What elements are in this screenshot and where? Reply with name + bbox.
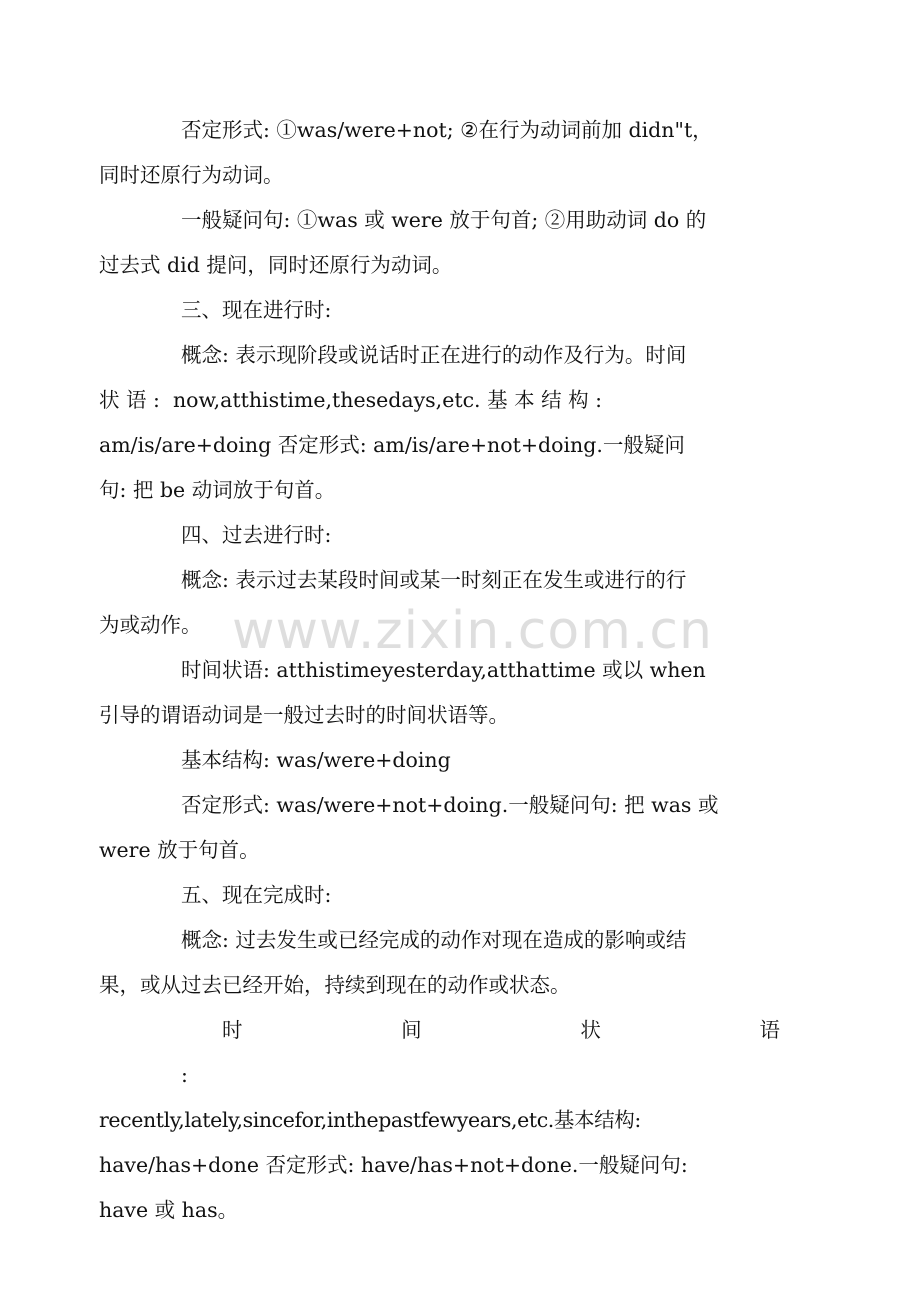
text-line: 基本结构: was/were+doing — [181, 748, 451, 772]
text-line: 概念: 表示过去某段时间或某一时刻正在发生或进行的行 — [181, 568, 687, 592]
document-body — [99, 108, 780, 1233]
paragraph — [99, 1008, 780, 1233]
paragraph — [99, 648, 780, 738]
paragraph — [99, 198, 780, 288]
paragraph — [99, 783, 780, 873]
text-line: 一般疑问句: ①was 或 were 放于句首; ②用助动词 do 的 — [181, 208, 707, 232]
text-line: 果，或从过去已经开始，持续到现在的动作或状态。 — [99, 973, 571, 997]
text-line: 概念: 表示现阶段或说话时正在进行的动作及行为。时间 — [181, 343, 687, 367]
watermark: www.zixin.com.cn — [232, 601, 713, 661]
paragraph — [99, 918, 780, 1008]
text-line: 时间状语: atthistimeyesterday,atthattime 或以 when — [181, 658, 706, 682]
text-line: 概念: 过去发生或已经完成的动作对现在造成的影响或结 — [181, 928, 687, 952]
heading-text: 五、现在完成时: — [181, 883, 332, 907]
text-line: recently,lately,sincefor,inthepastfewyears,etc.基本结构: — [99, 1108, 641, 1132]
text-line: have 或 has。 — [99, 1198, 239, 1222]
text-line: 否定形式: was/were+not+doing.一般疑问句: 把 was 或 — [181, 793, 719, 817]
text-line: were 放于句首。 — [99, 838, 260, 862]
paragraph — [99, 333, 780, 513]
paragraph — [99, 108, 780, 198]
heading-text: 三、现在进行时: — [181, 298, 332, 322]
text-line: 否定形式: ①was/were+not; ②在行为动词前加 didn"t， — [181, 118, 713, 142]
text-line: 同时还原行为动词。 — [99, 163, 284, 187]
section-heading — [140, 873, 780, 918]
section-heading — [140, 513, 780, 558]
text-line: am/is/are+doing 否定形式: am/is/are+not+doing.一般疑问 — [99, 433, 685, 457]
paragraph — [140, 738, 780, 783]
text-line: 为或动作。 — [99, 613, 202, 637]
paragraph — [99, 558, 780, 648]
text-line: have/has+done 否定形式: have/has+not+done.一般疑问句: — [99, 1153, 688, 1177]
text-line: 句: 把 be 动词放于句首。 — [99, 478, 336, 502]
text-line: 过去式 did 提问，同时还原行为动词。 — [99, 253, 453, 277]
text-line: 引导的谓语动词是一般过去时的时间状语等。 — [99, 703, 509, 727]
text-line: 时 间 状 语 : — [181, 1018, 780, 1087]
text-line: 状 语 : now,atthistime,thesedays,etc. 基 本 结 构 : — [99, 388, 603, 412]
heading-text: 四、过去进行时: — [181, 523, 332, 547]
section-heading — [140, 288, 780, 333]
